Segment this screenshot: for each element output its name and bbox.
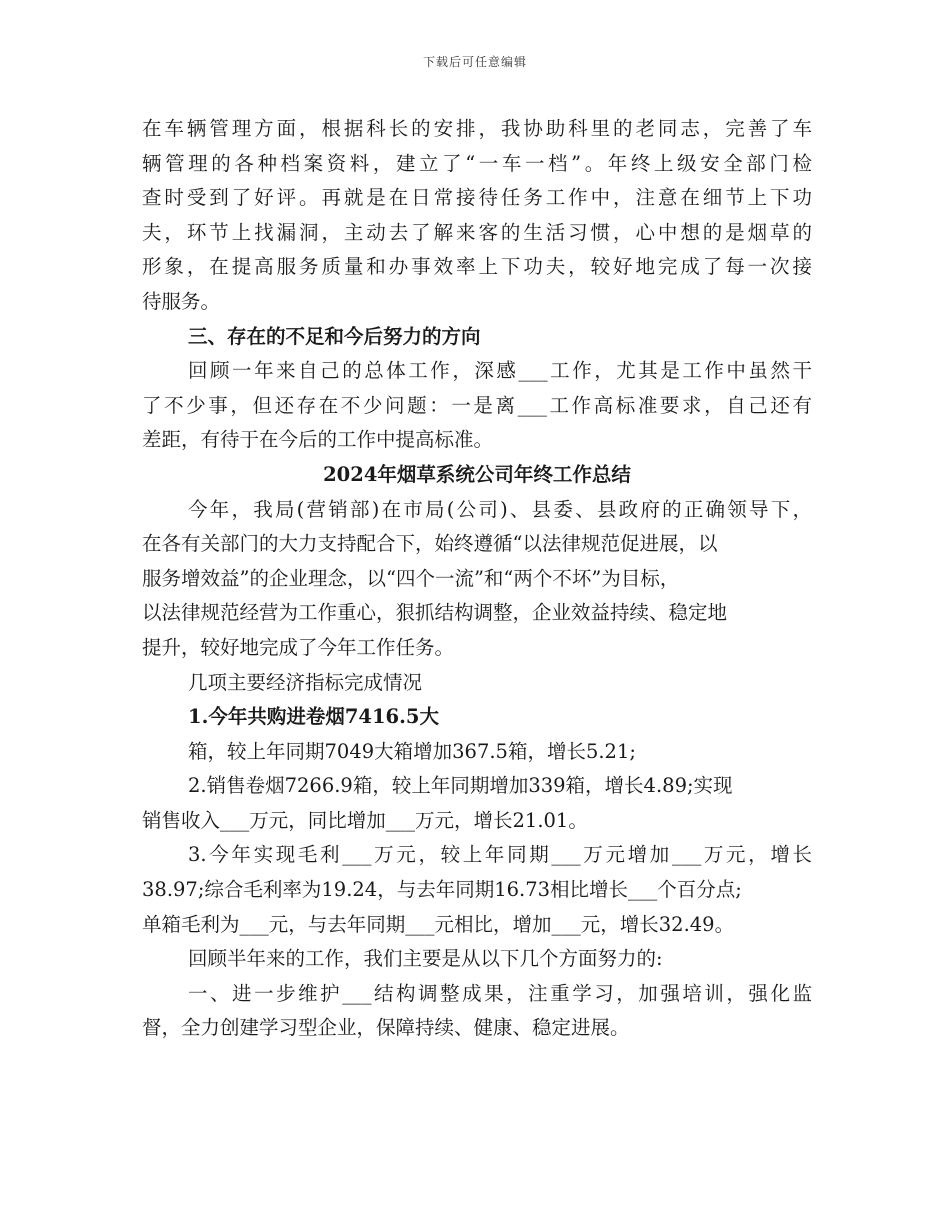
document-body (142, 112, 812, 1046)
text-line: 以法律规范经营为工作重心，狠抓结构调整，企业效益持续、稳定地 (142, 601, 728, 625)
text-line: 在车辆管理方面，根据科长的安排，我协助科里的老同志，完善了车 (142, 117, 812, 140)
text-line: 销售收入___万元，同比增加___万元，增长21.01。 (142, 808, 588, 832)
text-line: 回顾一年来自己的总体工作，深感___工作，尤其是工作中虽然干 (188, 359, 812, 383)
text-line: 待服务。 (142, 289, 221, 313)
text-line: 一、进一步维护___结构调整成果，注重学习，加强培训，强化监 (188, 981, 812, 1005)
text-line: 提升，较好地完成了今年工作任务。 (142, 635, 455, 659)
text-line: 回顾半年来的工作，我们主要是从以下几个方面努力的: (188, 947, 663, 971)
text-line: 夫，环节上找漏洞，主动去了解来客的生活习惯，心中想的是烟草的 (142, 220, 812, 244)
text-line: 箱，较上年同期7049大箱增加367.5箱，增长5.21; (188, 739, 636, 763)
text-line: 辆管理的各种档案资料，建立了“一车一档”。年终上级安全部门检 (142, 151, 812, 175)
text-line: 形象，在提高服务质量和办事效率上下功夫，较好地完成了每一次接 (142, 255, 812, 279)
text-line: 在各有关部门的大力支持配合下，始终遵循“以法律规范促进展，以 (142, 532, 718, 556)
text-line: 几项主要经济指标完成情况 (188, 670, 423, 694)
text-line: 督，全力创建学习型企业，保障持续、健康、稳定进展。 (142, 1016, 630, 1040)
section-heading: 三、存在的不足和今后努力的方向 (188, 324, 481, 348)
text-line: 了不少事，但还存在不少问题：一是离___工作高标准要求，自己还有 (142, 393, 812, 417)
text-line: 3.今年实现毛利___万元，较上年同期___万元增加___万元，增长 (188, 843, 812, 867)
section-heading: 1.今年共购进卷烟7416.5大 (188, 705, 439, 729)
text-line: 服务增效益”的企业理念，以“四个一流”和“两个不坏”为目标， (142, 566, 680, 590)
text-line: 单箱毛利为___元，与去年同期___元相比，增加___元，增长32.49。 (142, 912, 735, 936)
text-line: 查时受到了好评。再就是在日常接待任务工作中，注意在细节上下功 (142, 186, 812, 210)
text-line: 差距，有待于在今后的工作中提高标准。 (142, 428, 494, 452)
text-line: 今年，我局(营销部)在市局(公司)、县委、县政府的正确领导下， (188, 497, 812, 521)
text-line: 38.97;综合毛利率为19.24，与去年同期16.73相比增长___个百分点; (142, 878, 742, 902)
page-header: 下载后可任意编辑 (422, 55, 527, 69)
text-line: 2.销售卷烟7266.9箱，较上年同期增加339箱，增长4.89;实现 (188, 774, 733, 798)
document-title: 2024年烟草系统公司年终工作总结 (323, 462, 631, 486)
